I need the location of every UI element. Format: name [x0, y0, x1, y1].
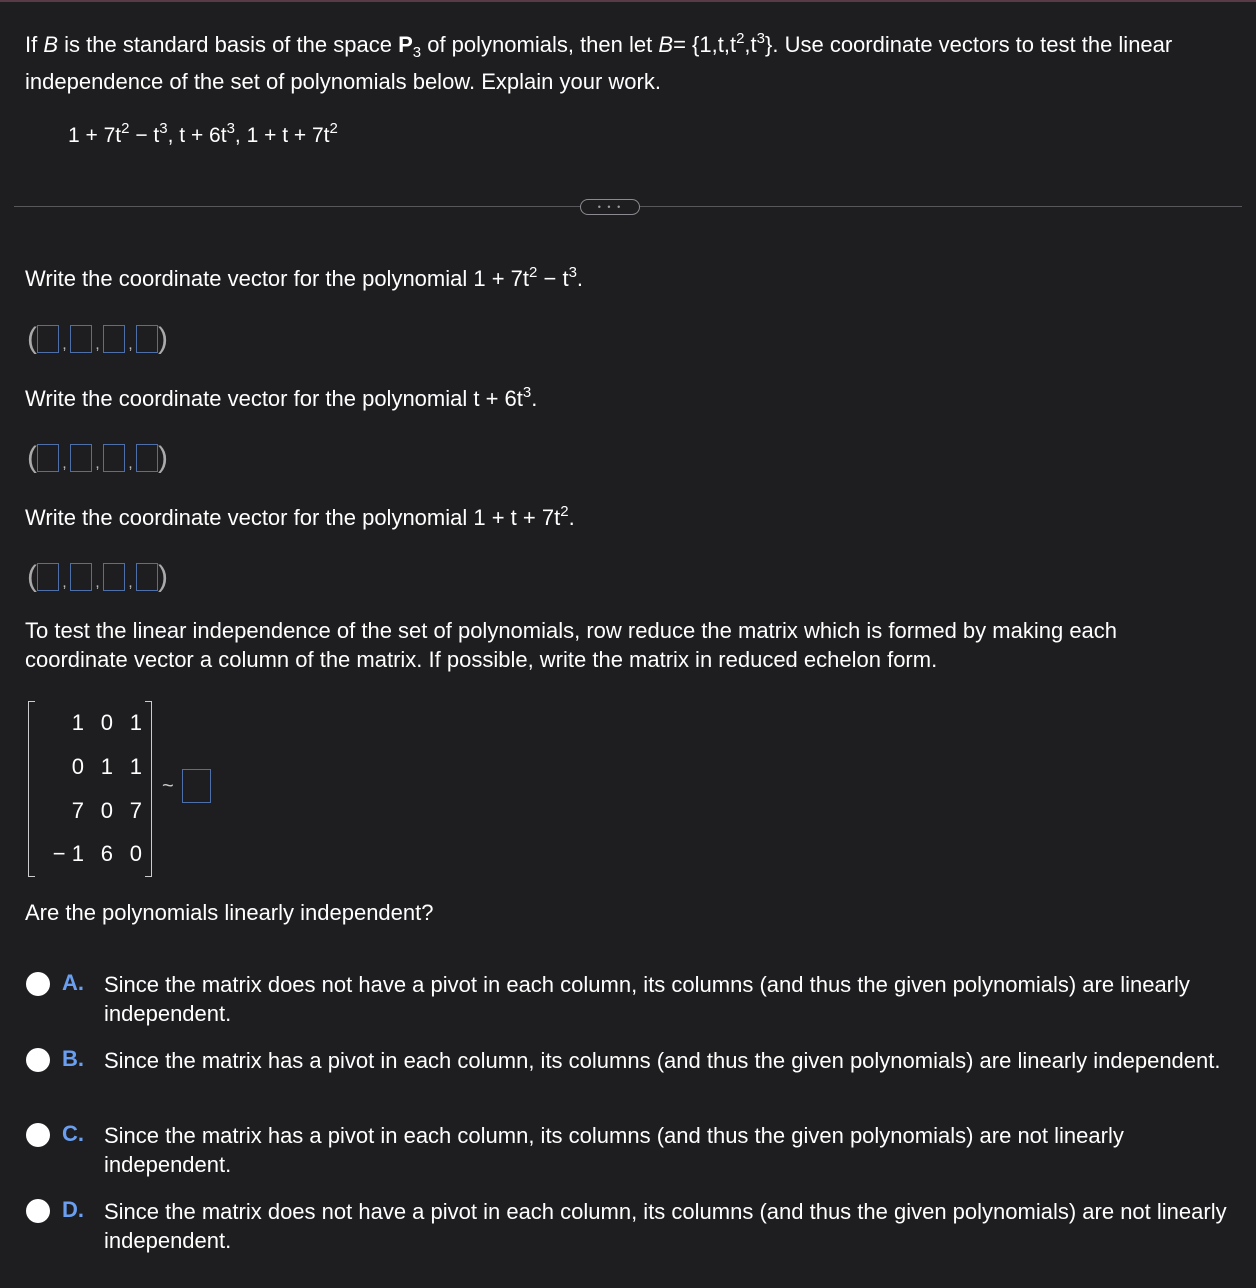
question-vector-2: Write the coordinate vector for the polynomial $t + 6t^3$.: [25, 384, 538, 411]
radio-c[interactable]: [26, 1123, 50, 1147]
radio-b[interactable]: [26, 1048, 50, 1072]
coordinate-vector-2: ( , , , ): [27, 441, 168, 474]
independence-question: Are the polynomials linearly independent?: [25, 900, 434, 925]
vector3-entry-2[interactable]: [70, 563, 92, 591]
reduced-matrix-input[interactable]: [182, 769, 211, 803]
vector2-entry-1[interactable]: [37, 444, 59, 472]
row-reduce-instruction: To test the linear independence of the set of polynomials, row reduce the matrix which is formed by making each coordinate vector a column of the matrix. If possible, write the matrix in reduced echelon form.: [25, 618, 1118, 672]
row-equivalence-tilde: ~: [162, 775, 174, 797]
question-vector-3: Write the coordinate vector for the polynomial $1 + t + 7t^2$.: [25, 503, 575, 530]
matrix-row: 1 0 1: [71, 710, 142, 735]
vector3-entry-4[interactable]: [136, 563, 158, 591]
space-symbol: $P_3$: [398, 32, 422, 61]
vector1-entry-2[interactable]: [70, 325, 92, 353]
vector2-entry-4[interactable]: [136, 444, 158, 472]
radio-d[interactable]: [26, 1199, 50, 1223]
vector1-entry-3[interactable]: [103, 325, 125, 353]
expand-more-button[interactable]: • • •: [580, 199, 640, 215]
radio-a[interactable]: [26, 972, 50, 996]
coordinate-vector-3: ( , , , ): [27, 560, 168, 593]
matrix-right-bracket: [145, 701, 152, 877]
matrix-row: − 1 6 0: [52, 841, 142, 866]
top-accent-line: [0, 0, 1256, 2]
polynomial-set: $1 + 7t^2 - t^3$, $t + 6t^3$, $1 + t + 7t^2$: [68, 120, 338, 147]
coordinate-vector-1: ( , , , ): [27, 322, 168, 355]
question-vector-1: Write the coordinate vector for the polynomial $1 + 7t^2 - t^3$.: [25, 264, 584, 291]
vector2-entry-2[interactable]: [70, 444, 92, 472]
problem-statement: If B is the standard basis of the space $P_3$ of polynomials, then let $B= \{1,t,t^2,t^3\}$. Use coordinate vectors to test the linear independence of the set of polynomials below. Explain your work.: [25, 30, 1173, 94]
vector3-entry-3[interactable]: [103, 563, 125, 591]
matrix-row: 0 1 1: [71, 754, 142, 779]
vector1-entry-1[interactable]: [37, 325, 59, 353]
coefficient-matrix: [28, 701, 152, 877]
matrix-left-bracket: [28, 701, 35, 877]
matrix-row: 7 0 7: [71, 798, 142, 823]
vector2-entry-3[interactable]: [103, 444, 125, 472]
vector3-entry-1[interactable]: [37, 563, 59, 591]
vector1-entry-4[interactable]: [136, 325, 158, 353]
